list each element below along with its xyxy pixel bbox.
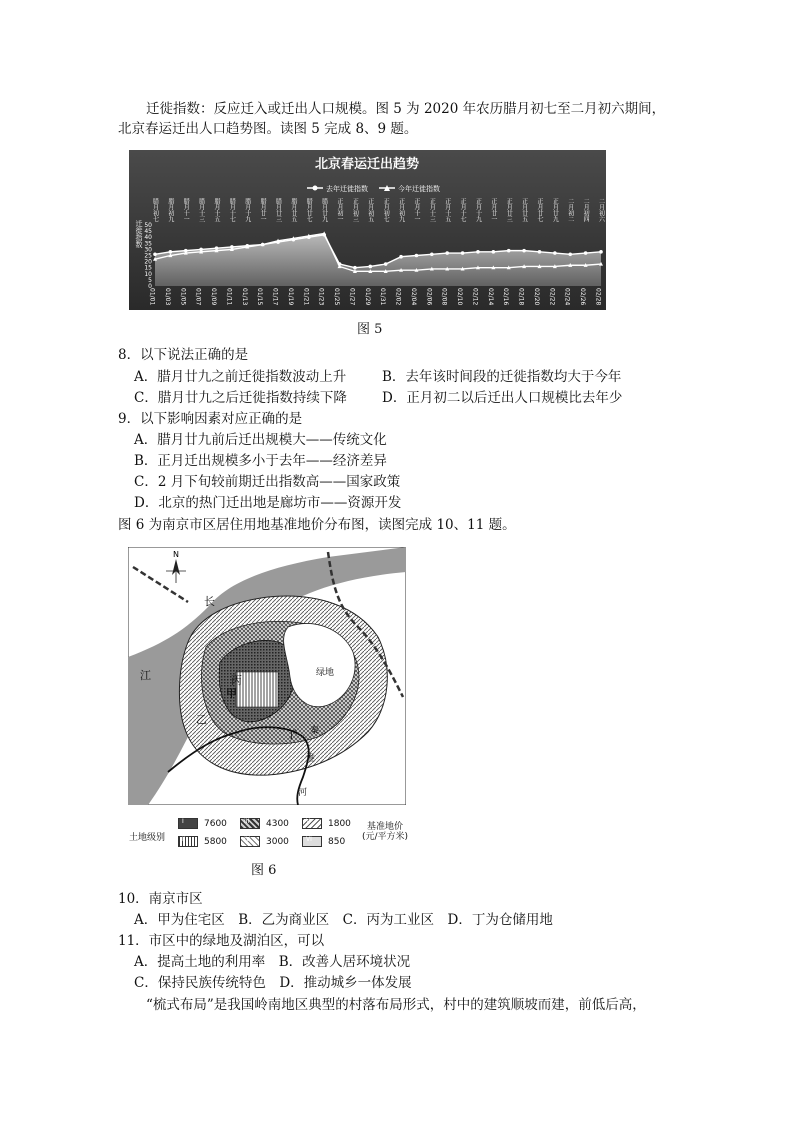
point-last-year: [369, 265, 373, 269]
point-last-year: [476, 250, 480, 254]
legend-level: III: [244, 818, 250, 825]
lunar-date-label: 腊月廿九: [320, 198, 328, 222]
q8-option-a: A．腊月廿九之前迁徙指数波动上升: [134, 369, 347, 385]
q8-option-c: C．腊月廿九之后迁徙指数持续下降: [134, 390, 347, 406]
svg-text:N: N: [173, 550, 179, 559]
lunar-date-label: 正月十九: [474, 198, 482, 222]
lunar-date-label: 腊月廿七: [305, 198, 313, 222]
label-lvdi: 绿地: [316, 668, 335, 678]
legend-last-year: 去年迁徙指数: [326, 185, 368, 193]
lunar-date-label: 二月初二: [566, 198, 574, 222]
x-tick-label: 02/26: [579, 288, 587, 306]
point-last-year: [169, 250, 173, 254]
point-last-year: [445, 251, 449, 255]
q9-option-b: B．正月迁出规模多小于去年——经济差异: [134, 453, 387, 469]
x-tick-label: 01/09: [210, 288, 218, 306]
figure6-caption: 图 6: [251, 863, 277, 878]
x-tick-label: 01/01: [148, 288, 156, 306]
point-last-year: [584, 251, 588, 255]
label-huai: 淮: [306, 754, 316, 764]
point-last-year: [461, 251, 465, 255]
chart-title: 北京春运迁出趋势: [314, 157, 420, 172]
x-tick-label: 01/15: [256, 288, 264, 306]
x-tick-label: 01/29: [363, 288, 371, 306]
q9-option-a: A．腊月廿九前后迁出规模大——传统文化: [134, 432, 387, 448]
label-he: 河: [298, 788, 308, 798]
x-tick-label: 01/03: [163, 288, 171, 306]
x-tick-label: 02/16: [502, 288, 510, 306]
lunar-date-label: 正月初七: [382, 198, 390, 222]
point-last-year: [430, 252, 434, 256]
intro-line-1: 迁徙指数：反应迁入或迁出人口规模。图 5 为 2020 年农历腊月初七至二月初六期间，: [146, 101, 666, 117]
legend-swatch: [302, 836, 322, 847]
lunar-date-label: 正月廿三: [505, 198, 513, 222]
legend-item: [302, 836, 345, 847]
point-last-year: [415, 254, 419, 258]
lunar-date-label: 腊月廿五: [289, 198, 297, 222]
point-last-year: [538, 250, 542, 254]
legend-price: 3000: [266, 837, 289, 847]
legend-swatch: [178, 836, 198, 847]
point-last-year: [568, 252, 572, 256]
q8-option-b: B．去年该时间段的迁徙指数均大于今年: [382, 369, 622, 385]
legend-swatch: [178, 818, 198, 829]
figure5-chart: [129, 150, 606, 310]
lunar-date-label: 正月廿九: [551, 198, 559, 222]
x-tick-label: 02/18: [517, 288, 525, 306]
x-tick-label: 02/04: [409, 288, 417, 306]
label-jia: 甲: [226, 687, 237, 700]
legend-swatch: [240, 818, 260, 829]
lunar-date-label: 腊月十三: [197, 198, 205, 222]
intro2: 图 6 为南京市区居住用地基准地价分布图，读图完成 10、11 题。: [118, 517, 516, 533]
lunar-date-label: 正月初五: [366, 198, 374, 222]
x-tick-label: 01/11: [225, 288, 233, 306]
y-tick-label: 15: [144, 264, 152, 272]
intro-line-2: 北京春运迁出人口趋势图。读图 5 完成 8、9 题。: [118, 121, 418, 137]
point-last-year: [599, 250, 603, 254]
x-tick-label: 01/27: [348, 288, 356, 306]
q8-stem: 8．以下说法正确的是: [118, 347, 249, 363]
y-tick-label: 10: [144, 270, 152, 278]
q11-stem: 11．市区中的绿地及湖泊区，可以: [118, 933, 325, 949]
lunar-date-label: 正月初九: [397, 198, 405, 222]
lunar-date-label: 腊月十九: [243, 198, 251, 222]
lunar-date-label: 正月十一: [412, 198, 420, 222]
x-tick-label: 02/08: [440, 288, 448, 306]
legend-level: I: [182, 818, 184, 825]
y-axis-label: 迁徙指数: [135, 220, 143, 248]
legend-level: II: [182, 836, 186, 843]
x-tick-label: 01/21: [302, 288, 310, 306]
x-tick-label: 02/14: [486, 288, 494, 306]
x-tick-label: 01/13: [240, 288, 248, 306]
x-tick-label: 02/06: [425, 288, 433, 306]
lunar-date-label: 正月初三: [351, 198, 359, 222]
legend-title: 土地级别: [129, 833, 166, 843]
legend-level: V: [306, 818, 311, 825]
x-tick-label: 02/22: [548, 288, 556, 306]
x-tick-label: 01/31: [379, 288, 387, 306]
label-yi: 乙: [196, 713, 207, 726]
legend-swatch: [302, 818, 322, 829]
q9-option-c: C．2 月下旬较前期迁出指数高——国家政策: [134, 474, 401, 490]
lunar-date-label: 正月廿一: [489, 198, 497, 222]
point-last-year: [522, 249, 526, 253]
q11-options-cd: C．保持民族传统特色 D．推动城乡一体发展: [134, 975, 412, 991]
lunar-date-label: 二月初四: [582, 198, 590, 222]
lunar-date-label: 正月十五: [443, 198, 451, 222]
x-tick-label: 02/28: [594, 288, 602, 306]
y-tick-label: 0: [148, 283, 152, 290]
y-tick-label: 45: [144, 228, 152, 236]
legend-level: IV: [244, 836, 250, 843]
point-last-year: [399, 255, 403, 259]
y-tick-label: 25: [144, 252, 152, 260]
label-chang: 长: [204, 595, 215, 608]
legend-price: 7600: [204, 819, 227, 829]
q9-option-d: D．北京的热门迁出地是廊坊市——资源开发: [134, 495, 402, 511]
lunar-date-label: 腊月廿三: [274, 198, 282, 222]
legend-price: 4300: [266, 819, 289, 829]
lunar-date-label: 正月十三: [428, 198, 436, 222]
legend-price: 1800: [328, 819, 351, 829]
legend-this-year: 今年迁徙指数: [398, 185, 440, 193]
point-last-year: [492, 250, 496, 254]
x-tick-label: 01/07: [194, 288, 202, 306]
label-bing: 丙: [231, 674, 242, 687]
x-tick-label: 02/02: [394, 288, 402, 306]
lunar-date-label: 腊月廿一: [259, 198, 267, 222]
tail-text: “梳式布局”是我国岭南地区典型的村落布局形式，村中的建筑顺坡而建，前低后高，: [146, 997, 646, 1013]
y-tick-label: 30: [144, 246, 152, 254]
point-last-year: [507, 249, 511, 253]
figure5-caption: 图 5: [357, 322, 383, 337]
lunar-date-label: 正月廿七: [535, 198, 543, 222]
x-tick-label: 01/25: [333, 288, 341, 306]
legend-price: 5800: [204, 837, 227, 847]
y-tick-label: 20: [144, 258, 152, 266]
x-tick-label: 02/10: [456, 288, 464, 306]
lunar-date-label: 二月初六: [597, 198, 605, 222]
q9-stem: 9．以下影响因素对应正确的是: [118, 411, 303, 427]
legend-item: [302, 818, 351, 829]
x-tick-label: 01/05: [179, 288, 187, 306]
label-jiang: 江: [140, 669, 151, 682]
x-tick-label: 01/19: [286, 288, 294, 306]
x-tick-label: 02/24: [563, 288, 571, 306]
point-last-year: [553, 251, 557, 255]
lunar-date-label: 腊月十七: [228, 198, 236, 222]
lunar-date-label: 正月廿五: [520, 198, 528, 222]
lunar-date-label: 腊月十五: [213, 198, 221, 222]
legend-price: 850: [328, 837, 346, 847]
legend-item: [240, 836, 289, 847]
y-tick-label: 5: [148, 276, 152, 284]
legend-item: [240, 818, 289, 829]
q8-option-d: D．正月初二以后迁出人口规模比去年少: [382, 390, 623, 406]
legend-swatch: [240, 836, 260, 847]
point-last-year: [384, 262, 388, 266]
x-tick-label: 02/12: [471, 288, 479, 306]
lunar-date-label: 腊月十一: [182, 198, 190, 222]
legend-item: [178, 836, 227, 847]
y-tick-label: 35: [144, 240, 152, 248]
x-tick-label: 02/20: [532, 288, 540, 306]
lunar-date-label: 腊月初七: [151, 198, 159, 222]
y-tick-label: 40: [144, 234, 152, 242]
lunar-date-label: 正月初一: [336, 198, 344, 222]
figure6-legend: [178, 818, 378, 858]
q10-stem: 10．南京市区: [118, 891, 203, 907]
x-tick-label: 01/23: [317, 288, 325, 306]
point-last-year: [353, 266, 357, 270]
legend-item: [178, 818, 227, 829]
legend-unit: 基准地价 (元/平方米): [362, 822, 409, 842]
q10-options: A．甲为住宅区 B．乙为商业区 C．丙为工业区 D．丁为仓储用地: [134, 912, 553, 928]
lunar-date-label: 腊月初九: [166, 198, 174, 222]
label-ding: 丁: [286, 728, 297, 741]
y-tick-label: 50: [144, 222, 152, 229]
q11-options-ab: A．提高土地的利用率 B．改善人居环境状况: [134, 954, 411, 970]
lunar-date-label: 正月十七: [459, 198, 467, 222]
legend-level: VI: [306, 836, 312, 843]
x-tick-label: 01/17: [271, 288, 279, 306]
figure6-map: [128, 547, 406, 805]
point-last-year: [153, 252, 157, 256]
label-qin: 秦: [310, 726, 320, 736]
